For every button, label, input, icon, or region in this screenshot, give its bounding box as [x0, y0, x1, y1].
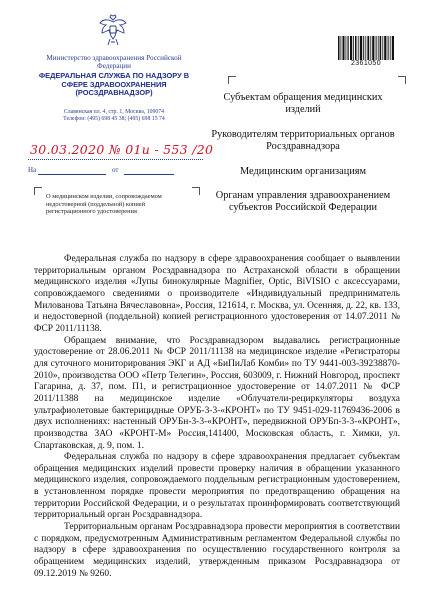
date-number-row — [28, 142, 214, 164]
date-underline — [28, 159, 203, 160]
ministry-name: Министерство здравоохранения Российской Федерации — [46, 54, 182, 70]
address-corner-right — [398, 76, 406, 84]
body-paragraph-2: Обращаем внимание, что Росздравнадзором выдавались регистрационные удостоверение от 28.06.2011 № ФСР 2011/11138 на медицинское изделие «Регистраторы для суточного мониторирования ЭКГ и АД «БиПиЛаб Комби» по ТУ 9441-003-39238870-2010», производства ООО «Петр Телегин», Россия, 603009, г. Нижний Новгород, проспект Гагарина, д. 37, пом. П1, и регистрационное удостоверение от 14.07.2011 № ФСР 2011/11388 на медицинское изделие «Облучатели-рециркуляторы воздуха ультрафиолетовые бактерицидные ОРУБ-3-3-«КРОНТ» по ТУ 9451-029-11769436-2006 в двух исполнениях: настенный ОРУБн-3-3-«КРОНТ», передвижной ОРУБп-3-3-«КРОНТ», производства ЗАО «КРОНТ-М» Россия,141400, Московская область, г. Химки, ул. Спартаковская, д. 9, пом. 1. — [34, 335, 400, 451]
ot-underline — [124, 174, 174, 175]
barcode-icon — [338, 36, 394, 60]
address-line: Славянская пл. 4, стр. 1, Москва, 109074 — [63, 109, 165, 115]
handwritten-date-number: 30.03.2020 № 01и - 553 /20 — [30, 142, 214, 157]
na-label: На — [28, 166, 37, 174]
phone-line: Телефон: (495) 698 45 38; (495) 698 15 74 — [63, 116, 165, 123]
recipient-3: Медицинским организациям — [240, 165, 366, 177]
body-paragraph-3: Федеральная служба по надзору в сфере здравоохранения предлагает субъектам обращения медицинских изделий провести проверку наличия в обращении указанного медицинского изделия, сопровождаемого поддельным регистрационным удостоверением, в установленном порядке провести мероприятия по предотвращению обращения на территории Российской Федерации, и о результатах проинформировать соответствующий территориальный орган Росздравнадзора. — [34, 452, 400, 521]
body-paragraph-4: Территориальным органам Росздравнадзора провести мероприятия в соответствии с порядком, предусмотренным Административным регламентом Федеральной службы по надзору в сфере здравоохранения по осуществлению государственного контроля за обращением медицинских изделий, утвержденным приказом Росздравнадзора от 09.12.2019 № 9260. — [34, 522, 400, 579]
coat-of-arms-icon — [98, 14, 128, 48]
recipient-1: Субъектам обращения медицинских изделий — [223, 92, 383, 116]
letter-body — [34, 254, 400, 580]
ot-label: от — [112, 166, 119, 174]
recipients-block — [208, 92, 398, 227]
barcode-number: 2361050 — [350, 60, 382, 67]
agency-address — [30, 109, 198, 124]
recipient-2: Руководителям территориальных органов Росздравнадзора — [211, 128, 395, 153]
agency-name: ФЕДЕРАЛЬНАЯ СЛУЖБА ПО НАДЗОРУ В СФЕРЕ ЗДРАВООХРАНЕНИЯ (РОСЗДРАВНАДЗОР) — [38, 71, 190, 98]
body-paragraph-1: Федеральная служба по надзору в сфере здравоохранения сообщает о выявлении территориальным органом Росздравнадзора по Астраханской области в обращении медицинского изделия «Лупы бинокулярные Magnifier, Optic, BiVISIO с аксессуарами, сопровождаемого сведениями о производителе «Индивидуальный предприниматель Милованова Татьяна Вячеславовна», Россия, 121614, г. Москва, ул. Осенняя, д. 22, кв. 133, и недостоверной (поддельной) копией регистрационного удостоверения от 14.07.2011 № ФСР 2011/11138. — [34, 254, 400, 334]
na-underline — [38, 174, 106, 175]
recipient-4: Органам управления здравоохранением субъектов Российской Федерации — [215, 190, 391, 214]
subject-corner-left — [34, 187, 42, 195]
reference-row — [28, 164, 203, 178]
letter-subject: О медицинском изделии, сопровождаемом недостоверной (поддельной) копией регистрационного удостоверения — [46, 193, 162, 216]
address-corner-left — [228, 76, 236, 84]
